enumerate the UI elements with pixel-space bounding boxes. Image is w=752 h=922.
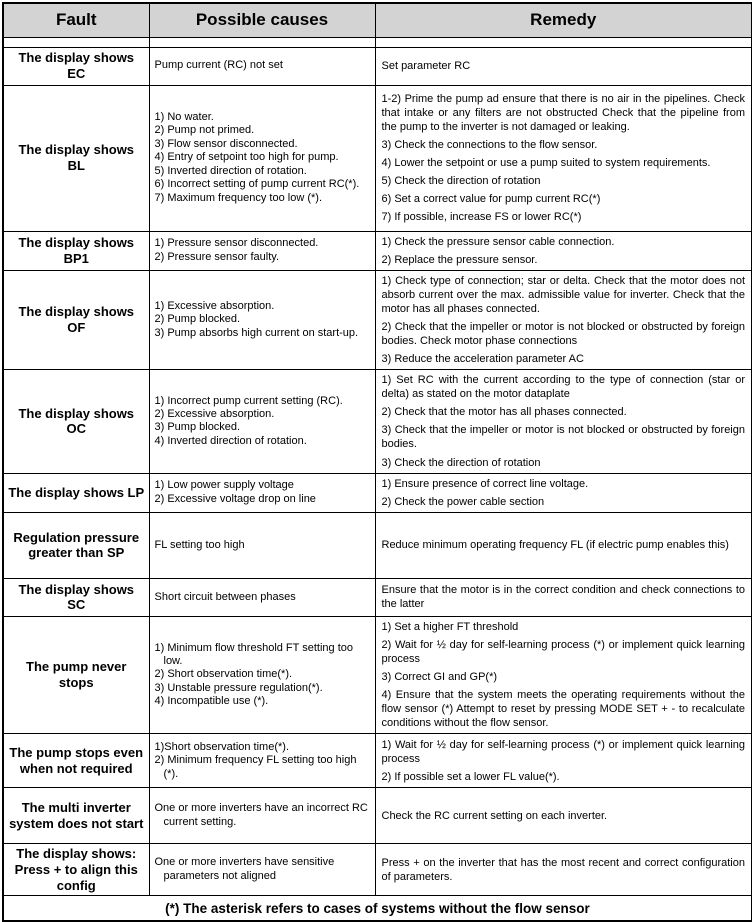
asterisk-note: (*) The asterisk refers to cases of systems without the flow sensor (3, 896, 752, 921)
remedy-item: 2) Check that the impeller or motor is not blocked or obstructed by foreign bodies. Check motor phase connections (381, 320, 745, 347)
fault-row-press-plus (3, 844, 752, 896)
remedy-cell-of (375, 270, 752, 369)
remedy-item: Check the RC current setting on each inverter. (381, 809, 608, 822)
causes-item: 1) Low power supply voltage (154, 479, 294, 492)
causes-item: 4) Incompatible use (*). (154, 695, 269, 708)
fault-cell-lp: The display shows LP (3, 473, 149, 512)
remedy-cell-multi-inverter (375, 788, 752, 844)
remedy-item: 3) Check the direction of rotation (381, 456, 541, 469)
causes-item: 2) Pump not primed. (154, 124, 255, 137)
causes-item: 1) Pressure sensor disconnected. (154, 237, 319, 250)
remedy-item: Set parameter RC (381, 59, 471, 72)
remedy-cell-bp1 (375, 231, 752, 270)
remedy-item: Ensure that the motor is in the correct condition and check connections to the latter (381, 584, 745, 611)
remedy-item: 4) Lower the setpoint or use a pump suited to system requirements. (381, 157, 711, 169)
remedy-cell-ec (375, 47, 752, 85)
causes-cell-bl (149, 85, 375, 231)
causes-cell-press-plus (149, 844, 375, 896)
fault-cell-sp: Regulation pressure greater than SP (3, 512, 149, 578)
causes-item: 2) Pressure sensor faulty. (154, 250, 280, 263)
causes-item: 3) Pump blocked. (154, 421, 241, 434)
fault-row-sc (3, 578, 752, 616)
spacer-row (3, 37, 752, 47)
remedy-item: 1) Check type of connection; star or delta. Check that the motor does not absorb current over the max. admissible value for inverter. Check that the motor has all phases connected. (381, 274, 745, 315)
fault-row-stops-not-required (3, 734, 752, 788)
fault-row-never-stops (3, 616, 752, 734)
remedy-item: 1) Set a higher FT threshold (381, 620, 519, 633)
remedy-item: 1) Wait for ½ day for self-learning process (*) or implement quick learning process (381, 738, 745, 765)
fault-row-of (3, 270, 752, 369)
causes-item: 1) Excessive absorption. (154, 299, 275, 312)
remedy-item: 2) If possible set a lower FL value(*). (381, 770, 560, 783)
causes-item: 1)Short observation time(*). (154, 740, 289, 753)
remedy-item: 1) Ensure presence of correct line voltage. (381, 477, 589, 490)
remedy-item: Press + on the inverter that has the most recent and correct configuration of parameters. (381, 856, 745, 883)
fault-row-bl (3, 85, 752, 231)
remedy-item: 2) Wait for ½ day for self-learning process (*) or implement quick learning process (381, 638, 745, 665)
causes-item: 1) Minimum flow threshold FT setting too low. (154, 641, 353, 667)
causes-item: 5) Inverted direction of rotation. (154, 164, 307, 177)
header-row (3, 3, 752, 37)
fault-row-sp (3, 512, 752, 578)
remedy-item: 4) Ensure that the system meets the operating requirements without the flow sensor (*) Attempt to reset by pressing MODE SET + - to recalculate conditions without the flow sensor. (381, 689, 745, 730)
remedy-item: Reduce minimum operating frequency FL (if electric pump enables this) (381, 539, 729, 552)
causes-item: 7) Maximum frequency too low (*). (154, 191, 322, 204)
fault-cell-of: The display shows OF (3, 270, 149, 369)
fault-cell-never-stops: The pump never stops (3, 616, 149, 734)
fault-cell-stops-not-required: The pump stops even when not required (3, 734, 149, 788)
remedy-item: 7) If possible, increase FS or lower RC(*) (381, 211, 582, 224)
fault-cell-bp1: The display shows BP1 (3, 231, 149, 270)
spacer-cell (375, 37, 752, 47)
fault-row-multi-inverter (3, 788, 752, 844)
causes-item: FL setting too high (154, 538, 245, 551)
remedy-item: 2) Check the power cable section (381, 495, 545, 508)
causes-item: 2) Pump blocked. (154, 313, 241, 326)
causes-item: One or more inverters have an incorrect RC current setting. (154, 802, 368, 828)
table-header (3, 3, 752, 47)
causes-item: 2) Short observation time(*). (154, 668, 293, 681)
causes-item: 3) Flow sensor disconnected. (154, 137, 298, 150)
causes-item: 6) Incorrect setting of pump current RC(*). (154, 178, 360, 191)
remedy-item: 3) Check the connections to the flow sensor. (381, 138, 598, 151)
fault-cell-press-plus: The display shows: Press + to align this config (3, 844, 149, 896)
causes-cell-ec (149, 47, 375, 85)
fault-row-lp (3, 473, 752, 512)
header-fault: Fault (3, 3, 149, 37)
remedy-item: 2) Replace the pressure sensor. (381, 253, 538, 266)
causes-cell-oc (149, 370, 375, 473)
causes-cell-lp (149, 473, 375, 512)
remedy-item: 1) Set RC with the current according to the type of connection (star or delta) as stated on the motor dataplate (381, 374, 745, 401)
causes-item: 4) Entry of setpoint too high for pump. (154, 151, 339, 164)
remedy-cell-press-plus (375, 844, 752, 896)
remedy-item: 6) Set a correct value for pump current RC(*) (381, 193, 601, 206)
header-remedy: Remedy (375, 3, 752, 37)
causes-item: One or more inverters have sensitive parameters not aligned (154, 856, 335, 882)
spacer-cell (3, 37, 149, 47)
fault-row-ec (3, 47, 752, 85)
fault-cell-multi-inverter: The multi inverter system does not start (3, 788, 149, 844)
remedy-cell-sp (375, 512, 752, 578)
causes-cell-never-stops (149, 616, 375, 734)
fault-cell-sc: The display shows SC (3, 578, 149, 616)
remedy-item: 5) Check the direction of rotation (381, 175, 541, 188)
remedy-cell-stops-not-required (375, 734, 752, 788)
fault-table-body (3, 47, 752, 896)
header-possible-causes: Possible causes (149, 3, 375, 37)
causes-item: 1) Incorrect pump current setting (RC). (154, 394, 343, 407)
remedy-cell-never-stops (375, 616, 752, 734)
causes-item: 3) Unstable pressure regulation(*). (154, 681, 323, 694)
remedy-item: 1) Check the pressure sensor cable connection. (381, 235, 615, 248)
causes-cell-sc (149, 578, 375, 616)
causes-cell-stops-not-required (149, 734, 375, 788)
fault-cell-ec: The display shows EC (3, 47, 149, 85)
causes-item: 4) Inverted direction of rotation. (154, 434, 307, 447)
remedy-item: 3) Reduce the acceleration parameter AC (381, 353, 584, 366)
remedy-item: 3) Correct GI and GP(*) (381, 670, 498, 683)
fault-troubleshooting-table (2, 2, 752, 922)
remedy-cell-sc (375, 578, 752, 616)
causes-cell-sp (149, 512, 375, 578)
causes-item: 2) Excessive absorption. (154, 407, 275, 420)
causes-item: 3) Pump absorbs high current on start-up. (154, 326, 359, 339)
causes-cell-of (149, 270, 375, 369)
causes-item: Pump current (RC) not set (154, 59, 283, 72)
causes-item: 2) Minimum frequency FL setting too high (*). (154, 754, 357, 780)
causes-item: Short circuit between phases (154, 590, 296, 603)
remedy-cell-lp (375, 473, 752, 512)
fault-row-bp1 (3, 231, 752, 270)
causes-item: 2) Excessive voltage drop on line (154, 492, 316, 505)
remedy-cell-oc (375, 370, 752, 473)
remedy-item: 3) Check that the impeller or motor is not blocked or obstructed by foreign bodies. (381, 424, 745, 451)
fault-cell-oc: The display shows OC (3, 370, 149, 473)
causes-cell-multi-inverter (149, 788, 375, 844)
fault-cell-bl: The display shows BL (3, 85, 149, 231)
remedy-item: 1-2) Prime the pump ad ensure that there is no air in the pipelines. Check that intake or any filters are not obstructed Check that the pipeline from the pump to the inverter is not damaged or leaking. (381, 92, 745, 133)
spacer-cell (149, 37, 375, 47)
remedy-cell-bl (375, 85, 752, 231)
fault-row-oc (3, 370, 752, 473)
causes-cell-bp1 (149, 231, 375, 270)
causes-item: 1) No water. (154, 111, 214, 124)
remedy-item: 2) Check that the motor has all phases connected. (381, 406, 627, 419)
